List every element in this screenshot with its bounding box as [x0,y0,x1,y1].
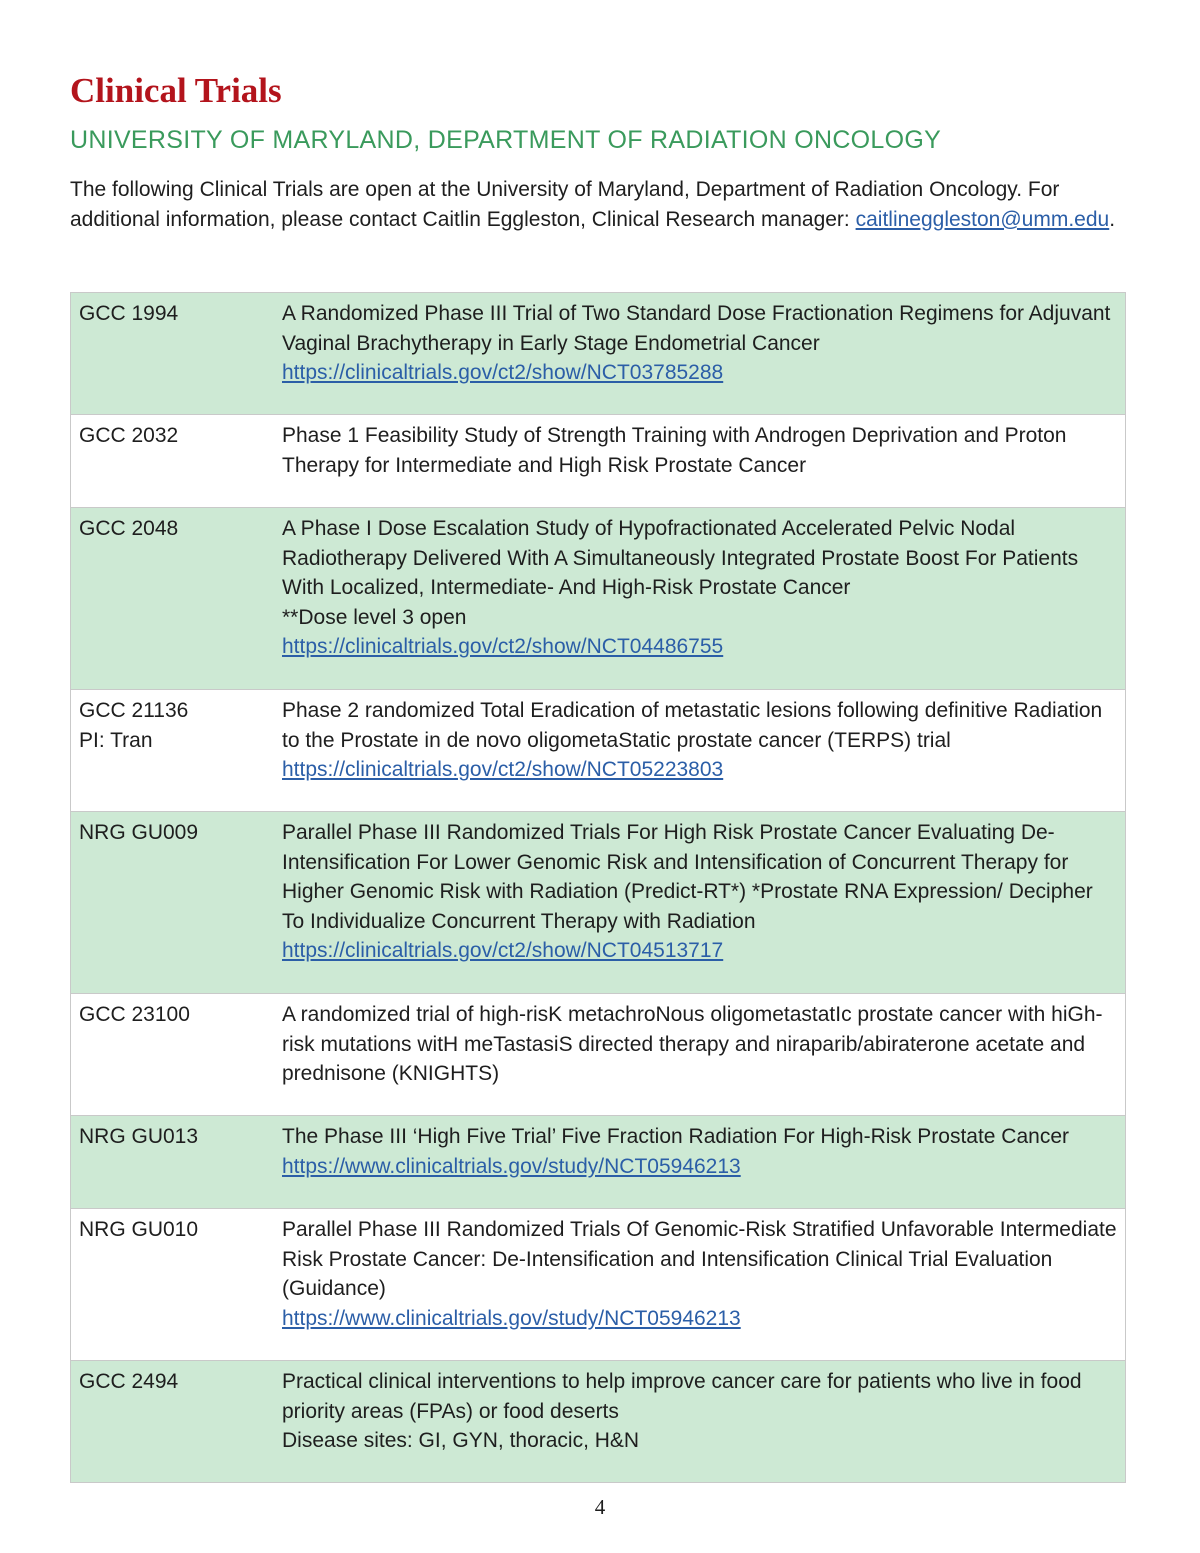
trial-link[interactable]: https://www.clinicaltrials.gov/study/NCT05946213 [282,1154,741,1178]
trial-code: GCC 21136 PI: Tran [71,690,275,812]
trial-row [71,994,1126,1116]
trial-link[interactable]: https://www.clinicaltrials.gov/study/NCT05946213 [282,1306,741,1330]
trial-code: GCC 2048 [71,508,275,690]
page-title: Clinical Trials [70,71,282,110]
trial-title: The Phase III ‘High Five Trial’ Five Fraction Radiation For High-Risk Prostate Cancer [282,1125,1070,1148]
trial-title: Phase 1 Feasibility Study of Strength Training with Androgen Deprivation and Proton Therapy for Intermediate and High Risk Prostate Cancer [282,424,1067,477]
trial-row [71,415,1126,508]
trial-description [274,994,1126,1116]
trials-table [70,292,1126,1483]
trial-link[interactable]: https://clinicaltrials.gov/ct2/show/NCT05223803 [282,758,724,781]
trial-description [274,1361,1126,1483]
intro-trailing: . [1109,207,1116,231]
trial-title: Practical clinical interventions to help improve cancer care for patients who live in food priority areas (FPAs) or food deserts [282,1370,1082,1423]
trial-link[interactable]: https://clinicaltrials.gov/ct2/show/NCT03785288 [282,361,724,384]
trial-row [71,293,1126,415]
trial-description [274,690,1126,812]
trial-description [274,1116,1126,1209]
trial-title: A randomized trial of high-risK metachroNous oligometastatIc prostate cancer with hiGh-risk mutations witH meTastasiS directed therapy and niraparib/abiraterone acetate and prednisone (KNIGHTS) [282,1003,1103,1085]
trial-code: GCC 2032 [71,415,275,508]
trial-title: Parallel Phase III Randomized Trials For High Risk Prostate Cancer Evaluating De-Intensification For Lower Genomic Risk and Intensification of Concurrent Therapy for Higher Genomic Risk with Radiation (Predict-RT*) *Prostate RNA Expression/ Decipher To Individualize Concurrent Therapy with Radiation [282,821,1093,933]
trial-description [274,293,1126,415]
trial-title: A Randomized Phase III Trial of Two Standard Dose Fractionation Regimens for Adjuvant Vaginal Brachytherapy in Early Stage Endometrial Cancer [282,302,1111,355]
trial-link[interactable]: https://clinicaltrials.gov/ct2/show/NCT04486755 [282,635,724,658]
trial-row [71,812,1126,994]
trial-note: Disease sites: GI, GYN, thoracic, H&N [282,1429,640,1452]
trial-code: NRG GU013 [71,1116,275,1209]
trial-code: NRG GU009 [71,812,275,994]
trial-code: GCC 1994 [71,293,275,415]
trial-code: GCC 23100 [71,994,275,1116]
trial-row [71,1209,1126,1361]
trial-code: GCC 2494 [71,1361,275,1483]
page-number: 4 [594,1495,606,1519]
trial-note: **Dose level 3 open [282,605,467,629]
trial-description [274,508,1126,690]
trial-row [71,1116,1126,1209]
intro-text: The following Clinical Trials are open at the University of Maryland, Department of Radiation Oncology. For additional information, please contact Caitlin Eggleston, Clinical Research manager: [70,178,1060,231]
trial-row [71,1361,1126,1483]
page-subtitle: UNIVERSITY OF MARYLAND, DEPARTMENT OF RADIATION ONCOLOGY [70,126,942,154]
intro-paragraph [70,175,1130,234]
contact-email-link[interactable]: caitlineggleston@umm.edu [855,207,1110,231]
trial-title: Phase 2 randomized Total Eradication of metastatic lesions following definitive Radiation to the Prostate in de novo oligometaStatic prostate cancer (TERPS) trial [282,699,1103,752]
trial-description [274,415,1126,508]
trial-row [71,690,1126,812]
trial-code: NRG GU010 [71,1209,275,1361]
trial-description [274,812,1126,994]
trial-title: A Phase I Dose Escalation Study of Hypofractionated Accelerated Pelvic Nodal Radiotherapy Delivered With A Simultaneously Integrated Prostate Boost For Patients With Localized, Intermediate- And High-Risk Prostate Cancer [282,517,1079,599]
trial-row [71,508,1126,690]
trial-title: Parallel Phase III Randomized Trials Of Genomic-Risk Stratified Unfavorable Intermediate Risk Prostate Cancer: De-Intensification and Intensification Clinical Trial Evaluation (Guidance) [282,1218,1117,1300]
trial-description [274,1209,1126,1361]
trial-link[interactable]: https://clinicaltrials.gov/ct2/show/NCT04513717 [282,939,724,962]
